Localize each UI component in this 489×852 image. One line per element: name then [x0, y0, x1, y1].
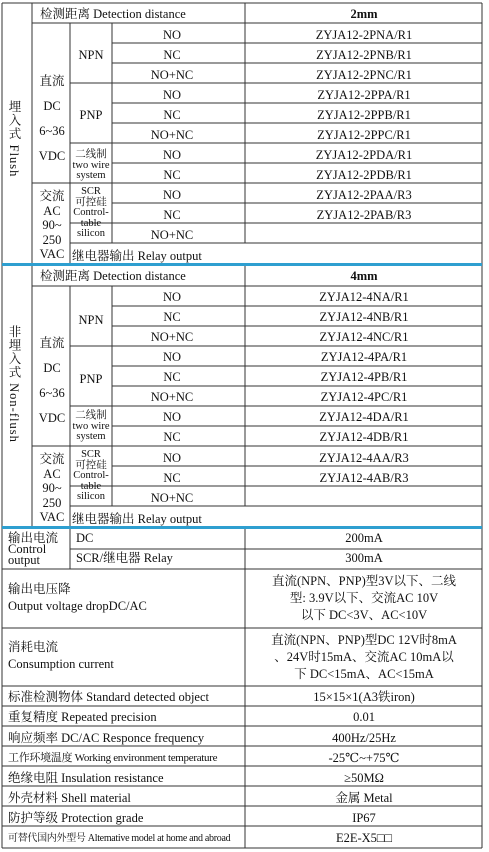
- model-number: ZYJA12-4PB/R1: [320, 370, 408, 384]
- spec-value: 15×15×1(A3铁iron): [313, 690, 415, 704]
- spec-value: -25℃~+75℃: [328, 751, 400, 765]
- voltage-drop-label-cn: 输出电压降: [8, 582, 71, 596]
- model-number: ZYJA12-2PNB/R1: [316, 48, 412, 62]
- spec-label: 可替代国内外型号 Altemative model at home and abroad: [8, 833, 231, 844]
- model-number: ZYJA12-2PAA/R3: [316, 188, 412, 202]
- nonflush-detection-value: 4mm: [350, 269, 378, 283]
- output-type: NO: [162, 410, 182, 424]
- output-type: NO: [162, 148, 182, 162]
- nonflush-two-wire-label: 二线制 two wire system: [72, 410, 110, 442]
- nonflush-npn-label: NPN: [78, 313, 104, 327]
- output-type: NC: [163, 310, 181, 324]
- output-type: NC: [163, 108, 181, 122]
- consumption-label-en: Consumption current: [8, 657, 114, 671]
- flush-ac-group: 交流 AC 90~ 250 VAC: [39, 189, 65, 261]
- spec-value: 400Hz/25Hz: [332, 731, 396, 745]
- flush-detection-label: 检测距离 Detection distance: [40, 7, 186, 21]
- model-number: ZYJA12-4NC/R1: [319, 330, 409, 344]
- output-type: NO+NC: [150, 228, 194, 242]
- output-type: NC: [163, 370, 181, 384]
- flush-dc-group: 直流 DC 6~36 VDC: [38, 74, 66, 163]
- model-number: ZYJA12-4AA/R3: [319, 451, 409, 465]
- output-type: NO: [162, 188, 182, 202]
- output-type: NO+NC: [150, 68, 194, 82]
- flush-scr-label: SCR 可控硅 Control- table silicon: [73, 186, 109, 239]
- output-type: NO: [162, 451, 182, 465]
- flush-side-label: 埋入式 Flush: [7, 100, 21, 178]
- output-type: NO+NC: [150, 491, 194, 505]
- output-type: NO+NC: [150, 390, 194, 404]
- output-type: NC: [163, 471, 181, 485]
- output-type: NC: [163, 48, 181, 62]
- nonflush-ac-group: 交流 AC 90~ 250 VAC: [39, 452, 65, 524]
- model-number: ZYJA12-4NB/R1: [319, 310, 409, 324]
- consumption-label-cn: 消耗电流: [8, 640, 59, 654]
- nonflush-relay-label: 继电器输出 Relay output: [72, 512, 202, 526]
- output-type: NO: [162, 28, 182, 42]
- nonflush-side-label: 非埋入式 Non-flush: [7, 325, 21, 443]
- model-number: ZYJA12-2PNA/R1: [315, 28, 413, 42]
- flush-two-wire-label: 二线制 two wire system: [72, 149, 110, 181]
- spec-label: 工作环境温度 Working environment temperature: [8, 752, 218, 764]
- output-type: NC: [163, 168, 181, 182]
- model-number: ZYJA12-2PPA/R1: [317, 88, 411, 102]
- model-number: ZYJA12-2PDB/R1: [316, 168, 412, 182]
- consumption-value: 直流(NPN、PNP)型DC 12V时8mA 、24V时15mA、交流AC 10mA以 下 DC<15mA、AC<15mA: [271, 633, 457, 681]
- model-number: ZYJA12-4AB/R3: [319, 471, 409, 485]
- output-current-scr-value: 300mA: [345, 551, 383, 565]
- output-type: NO+NC: [150, 330, 194, 344]
- output-type: NC: [163, 208, 181, 222]
- voltage-drop-label-en: Output voltage dropDC/AC: [8, 599, 147, 613]
- nonflush-scr-label: SCR 可控硅 Control- table silicon: [73, 449, 109, 502]
- voltage-drop-value: 直流(NPN、PNP)型3V以下、二线 型: 3.9V以下、交流AC 10V 以下 DC<3V、AC<10V: [271, 574, 457, 622]
- spec-label: 防护等级 Protection grade: [8, 811, 144, 825]
- spec-label: 重复精度 Repeated precision: [8, 710, 157, 724]
- model-number: ZYJA12-2PDA/R1: [315, 148, 413, 162]
- model-number: ZYJA12-4NA/R1: [319, 290, 409, 304]
- spec-label: 绝缘电阻 Insulation resistance: [8, 771, 164, 785]
- output-current-scr-label: SCR/继电器 Relay: [76, 551, 173, 565]
- model-number: ZYJA12-4PA/R1: [320, 350, 408, 364]
- output-current-dc-label: DC: [76, 531, 94, 545]
- model-number: ZYJA12-4DA/R1: [319, 410, 409, 424]
- spec-label: 响应频率 DC/AC Responce frequency: [8, 731, 205, 745]
- flush-relay-label: 继电器输出 Relay output: [72, 249, 202, 263]
- spec-value: 金属 Metal: [335, 791, 393, 805]
- nonflush-dc-group: 直流 DC 6~36 VDC: [38, 336, 66, 425]
- model-number: ZYJA12-2PPC/R1: [317, 128, 411, 142]
- model-number: ZYJA12-2PAB/R3: [316, 208, 412, 222]
- spec-value: ≥50MΩ: [344, 771, 384, 785]
- spec-value: E2E-X5□□: [335, 831, 393, 845]
- flush-pnp-label: PNP: [79, 108, 103, 122]
- spec-label: 外壳材料 Shell material: [8, 791, 131, 805]
- output-type: NO: [162, 88, 182, 102]
- output-current-label-en: Control output: [8, 542, 47, 567]
- model-number: ZYJA12-4PC/R1: [320, 390, 408, 404]
- output-type: NO: [162, 290, 182, 304]
- spec-value: 0.01: [353, 710, 375, 724]
- output-current-dc-value: 200mA: [345, 531, 383, 545]
- spec-value: IP67: [352, 811, 376, 825]
- model-number: ZYJA12-4DB/R1: [319, 430, 409, 444]
- output-type: NO: [162, 350, 182, 364]
- model-number: ZYJA12-2PPB/R1: [317, 108, 411, 122]
- flush-npn-label: NPN: [78, 48, 104, 62]
- model-number: ZYJA12-2PNC/R1: [316, 68, 412, 82]
- spec-label: 标准检测物体 Standard detected object: [8, 690, 209, 704]
- output-current-label-cn: 输出电流: [8, 531, 59, 545]
- output-type: NC: [163, 430, 181, 444]
- nonflush-pnp-label: PNP: [79, 372, 103, 386]
- nonflush-detection-label: 检测距离 Detection distance: [40, 269, 186, 283]
- output-type: NO+NC: [150, 128, 194, 142]
- flush-detection-value: 2mm: [350, 7, 378, 21]
